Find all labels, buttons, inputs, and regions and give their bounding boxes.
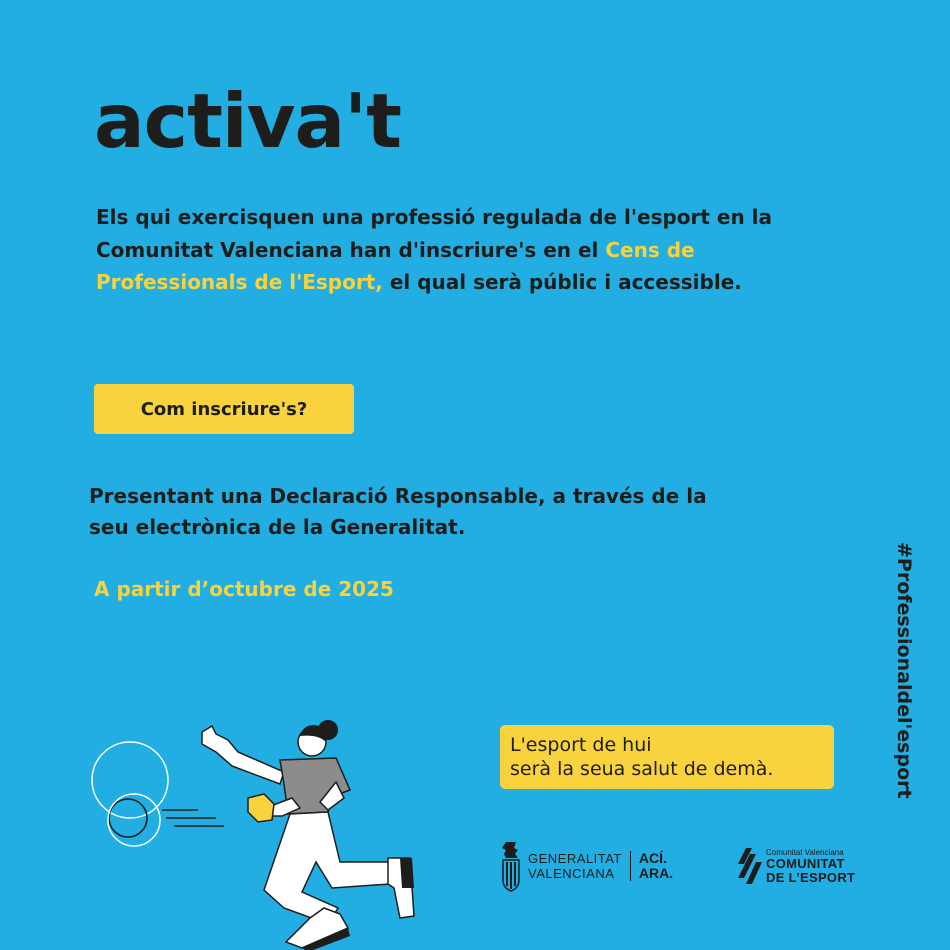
generalitat-line2: VALENCIANA xyxy=(528,866,615,881)
runner-illustration xyxy=(88,712,428,950)
slogan-line1: L'esport de hui xyxy=(510,734,652,756)
slogan-box xyxy=(500,725,834,789)
census-highlight: Cens de Professionals de l'Esport, xyxy=(96,237,695,294)
generalitat-line1: GENERALITAT xyxy=(528,851,622,866)
aci-text: ACÍ. xyxy=(638,850,667,866)
generalitat-crest-icon xyxy=(500,840,522,892)
hashtag: #Professionaldel'esport xyxy=(893,542,915,799)
comunitat-esport-logo-icon xyxy=(736,846,762,886)
date-text: A partir d’octubre de 2025 xyxy=(94,577,394,601)
ce-line2: DE L’ESPORT xyxy=(766,869,856,885)
ara-text: ARA. xyxy=(638,865,674,881)
page-title: activa't xyxy=(94,77,401,165)
ce-small-text: Comunitat Valenciana xyxy=(766,847,844,857)
ce-line1: COMUNITAT xyxy=(766,855,845,871)
intro-part1: Els qui exercisquen una professió regulada de l'esport en la Comunitat Valenciana han d'inscriure's en el xyxy=(96,205,773,262)
comunitat-esport-logo xyxy=(736,846,855,886)
intro-part2: el qual serà públic i accessible. xyxy=(382,270,742,294)
generalitat-logo xyxy=(500,838,673,894)
logo-divider xyxy=(630,851,631,881)
method-text: Presentant una Declaració Responsable, a través de la seu electrònica de la Generalitat. xyxy=(89,484,707,539)
slogan-line2: serà la seua salut de demà. xyxy=(510,758,774,780)
how-to-register-button[interactable]: Com inscriure's? xyxy=(94,384,354,434)
intro-text xyxy=(96,201,776,299)
